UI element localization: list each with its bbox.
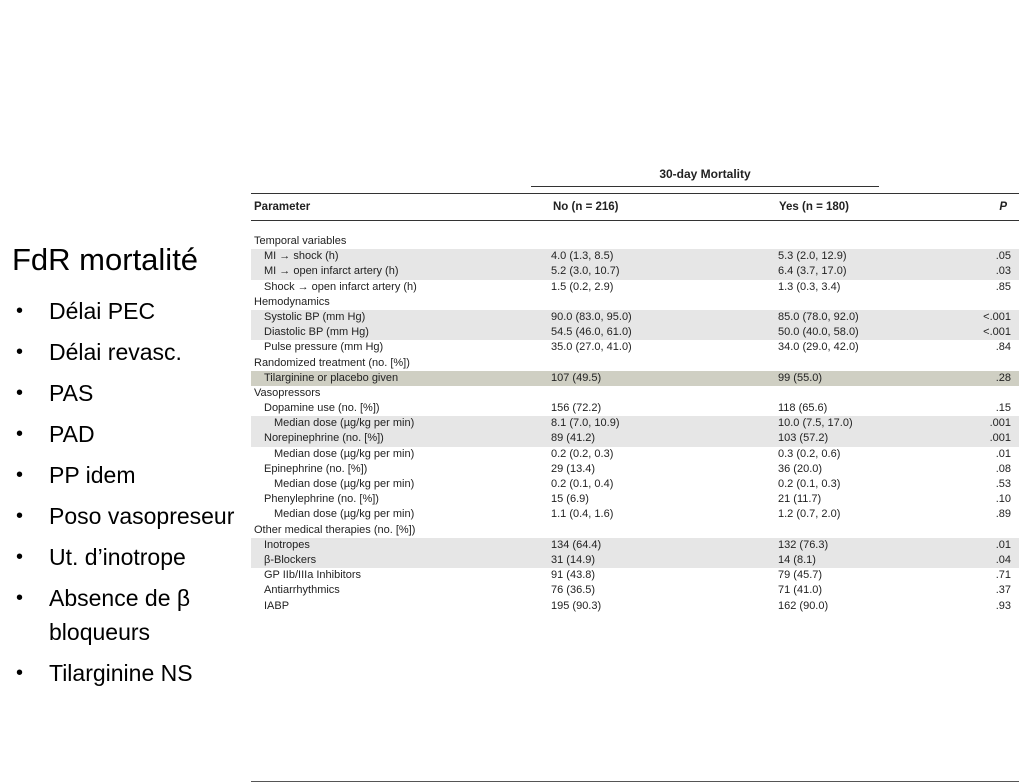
cell-no: 1.1 (0.4, 1.6) bbox=[551, 508, 614, 521]
cell-yes: 1.3 (0.3, 3.4) bbox=[778, 280, 841, 293]
bullet-dot-icon: • bbox=[16, 546, 24, 568]
cell-yes: 34.0 (29.0, 42.0) bbox=[778, 341, 859, 354]
bullet-dot-icon: • bbox=[16, 300, 24, 322]
cell-parameter: Norepinephrine (no. [%]) bbox=[264, 432, 384, 445]
table-row bbox=[251, 401, 1019, 416]
cell-p: .71 bbox=[995, 569, 1011, 582]
cell-no: 1.5 (0.2, 2.9) bbox=[551, 280, 614, 293]
table-row bbox=[251, 431, 1019, 446]
table-section-row bbox=[251, 386, 1019, 401]
cell-parameter: Systolic BP (mm Hg) bbox=[264, 310, 366, 323]
cell-yes: 118 (65.6) bbox=[778, 402, 828, 415]
cell-parameter: MI → shock (h) bbox=[264, 250, 339, 263]
table-row bbox=[251, 280, 1019, 295]
table-row bbox=[251, 538, 1019, 553]
bullet-dot-icon: • bbox=[16, 587, 24, 609]
cell-p: .04 bbox=[995, 553, 1011, 566]
cell-yes: 0.2 (0.1, 0.3) bbox=[778, 478, 841, 490]
cell-parameter: β-Blockers bbox=[264, 553, 317, 566]
table-row bbox=[251, 599, 1019, 614]
cell-parameter: Median dose (µg/kg per min) bbox=[274, 478, 415, 490]
cell-parameter: Shock → open infarct artery (h) bbox=[264, 280, 417, 293]
cell-parameter: Temporal variables bbox=[254, 235, 347, 247]
group-header: 30-day Mortality bbox=[659, 167, 751, 181]
table-section-row bbox=[251, 356, 1019, 371]
cell-yes: 79 (45.7) bbox=[778, 569, 823, 582]
bullet-text: Absence de β bloqueurs bbox=[49, 585, 191, 645]
bullet-text: Délai PEC bbox=[49, 298, 156, 324]
cell-parameter: Dopamine use (no. [%]) bbox=[264, 402, 380, 415]
cell-p: .001 bbox=[989, 417, 1011, 430]
cell-yes: 162 (90.0) bbox=[778, 599, 829, 612]
cell-no: 54.5 (46.0, 61.0) bbox=[551, 326, 632, 339]
cell-parameter: Other medical therapies (no. [%]) bbox=[254, 523, 416, 536]
cell-parameter: Median dose (µg/kg per min) bbox=[274, 417, 415, 430]
cell-p: .10 bbox=[995, 493, 1011, 506]
cell-yes: 50.0 (40.0, 58.0) bbox=[778, 326, 859, 339]
column-header-p: P bbox=[999, 201, 1007, 213]
bullet-item bbox=[12, 581, 244, 649]
table-row bbox=[251, 447, 1019, 462]
cell-yes: 132 (76.3) bbox=[778, 538, 829, 551]
slide-title: FdR mortalité bbox=[12, 242, 199, 277]
bullet-item bbox=[12, 656, 244, 690]
bullet-text: Ut. d’inotrope bbox=[49, 544, 186, 570]
cell-yes: 103 (57.2) bbox=[778, 432, 829, 445]
cell-no: 76 (36.5) bbox=[551, 584, 596, 597]
cell-p: .001 bbox=[989, 432, 1011, 445]
cell-no: 89 (41.2) bbox=[551, 432, 596, 445]
bullet-dot-icon: • bbox=[16, 505, 24, 527]
cell-no: 8.1 (7.0, 10.9) bbox=[551, 417, 620, 430]
cell-parameter: Diastolic BP (mm Hg) bbox=[264, 326, 369, 339]
cell-no: 35.0 (27.0, 41.0) bbox=[551, 341, 632, 354]
cell-parameter: Tilarginine or placebo given bbox=[264, 371, 399, 384]
table-row bbox=[251, 249, 1019, 264]
cell-no: 31 (14.9) bbox=[551, 553, 596, 566]
cell-yes: 71 (41.0) bbox=[778, 584, 823, 597]
table-row bbox=[251, 492, 1019, 507]
cell-p: .89 bbox=[995, 508, 1011, 521]
bullet-panel bbox=[12, 240, 244, 697]
bullet-item bbox=[12, 294, 244, 328]
cell-p: <.001 bbox=[983, 310, 1011, 323]
cell-p: .01 bbox=[995, 447, 1011, 460]
bullet-item bbox=[12, 540, 244, 574]
table-row bbox=[251, 477, 1019, 492]
cell-no: 4.0 (1.3, 8.5) bbox=[551, 250, 614, 263]
bullet-text: PAS bbox=[49, 380, 94, 406]
cell-p: .01 bbox=[995, 538, 1011, 551]
cell-parameter: GP IIb/IIIa Inhibitors bbox=[264, 569, 362, 582]
table-header-row bbox=[251, 199, 1019, 217]
cell-no: 156 (72.2) bbox=[551, 402, 602, 415]
cell-yes: 21 (11.7) bbox=[778, 493, 822, 506]
bullet-text: Poso vasopreseur bbox=[49, 503, 235, 529]
table-row bbox=[251, 462, 1019, 477]
cell-yes: 6.4 (3.7, 17.0) bbox=[778, 265, 847, 278]
bullet-dot-icon: • bbox=[16, 464, 24, 486]
cell-p: .53 bbox=[995, 478, 1011, 490]
cell-parameter: Epinephrine (no. [%]) bbox=[264, 462, 368, 475]
cell-p: .28 bbox=[995, 371, 1011, 384]
cell-p: .85 bbox=[995, 280, 1011, 293]
bullet-item bbox=[12, 417, 244, 451]
cell-no: 91 (43.8) bbox=[551, 569, 596, 582]
bullet-item bbox=[12, 376, 244, 410]
table-row bbox=[251, 507, 1019, 522]
bullet-dot-icon: • bbox=[16, 423, 24, 445]
cell-no: 134 (64.4) bbox=[551, 538, 602, 551]
cell-parameter: Randomized treatment (no. [%]) bbox=[254, 356, 410, 369]
cell-no: 15 (6.9) bbox=[551, 493, 589, 506]
table-row bbox=[251, 371, 1019, 386]
cell-yes: 10.0 (7.5, 17.0) bbox=[778, 417, 853, 430]
cell-parameter: Pulse pressure (mm Hg) bbox=[264, 341, 384, 354]
table-header-rule bbox=[251, 220, 1019, 221]
table-row bbox=[251, 583, 1019, 598]
cell-yes: 5.3 (2.0, 12.9) bbox=[778, 250, 847, 263]
table-row bbox=[251, 264, 1019, 279]
cell-p: .84 bbox=[995, 341, 1011, 354]
cell-parameter: Phenylephrine (no. [%]) bbox=[264, 493, 379, 506]
table-row bbox=[251, 568, 1019, 583]
cell-parameter: Median dose (µg/kg per min) bbox=[274, 447, 415, 460]
cell-p: .15 bbox=[995, 402, 1011, 415]
table-section-row bbox=[251, 295, 1019, 310]
cell-p: .37 bbox=[995, 584, 1011, 597]
cell-parameter: MI → open infarct artery (h) bbox=[264, 265, 399, 278]
cell-p: .93 bbox=[995, 599, 1011, 612]
cell-no: 29 (13.4) bbox=[551, 462, 596, 475]
bullet-list bbox=[12, 294, 244, 690]
cell-no: 0.2 (0.1, 0.4) bbox=[551, 478, 614, 490]
column-header-parameter: Parameter bbox=[254, 201, 311, 213]
group-header-rule bbox=[531, 186, 879, 187]
bullet-dot-icon: • bbox=[16, 341, 24, 363]
bullet-text: PP idem bbox=[49, 462, 136, 488]
cell-p: .05 bbox=[995, 250, 1011, 263]
cell-yes: 14 (8.1) bbox=[778, 553, 816, 566]
bullet-dot-icon: • bbox=[16, 662, 24, 684]
bullet-text: Délai revasc. bbox=[49, 339, 182, 365]
table-row bbox=[251, 310, 1019, 325]
table-top-rule bbox=[251, 193, 1019, 194]
bullet-dot-icon: • bbox=[16, 382, 24, 404]
table-section-row bbox=[251, 234, 1019, 249]
cell-no: 195 (90.3) bbox=[551, 599, 602, 612]
cell-yes: 0.3 (0.2, 0.6) bbox=[778, 447, 841, 460]
table-row bbox=[251, 553, 1019, 568]
cell-yes: 99 (55.0) bbox=[778, 371, 823, 384]
cell-parameter: Antiarrhythmics bbox=[264, 584, 340, 597]
cell-parameter: Median dose (µg/kg per min) bbox=[274, 508, 415, 521]
table-row bbox=[251, 325, 1019, 340]
cell-parameter: Hemodynamics bbox=[254, 295, 330, 308]
cell-parameter: Inotropes bbox=[264, 538, 310, 551]
cell-yes: 1.2 (0.7, 2.0) bbox=[778, 508, 841, 521]
cell-no: 0.2 (0.2, 0.3) bbox=[551, 447, 614, 460]
table-row bbox=[251, 340, 1019, 355]
cell-p: <.001 bbox=[983, 326, 1011, 339]
table-row bbox=[251, 416, 1019, 431]
cell-no: 107 (49.5) bbox=[551, 371, 602, 384]
bullet-text: PAD bbox=[49, 421, 95, 447]
cell-p: .08 bbox=[995, 462, 1011, 475]
table-body bbox=[251, 234, 1019, 614]
bullet-item bbox=[12, 335, 244, 369]
cell-parameter: Vasopressors bbox=[254, 386, 321, 399]
table-section-row bbox=[251, 523, 1019, 538]
cell-no: 5.2 (3.0, 10.7) bbox=[551, 265, 620, 278]
cell-no: 90.0 (83.0, 95.0) bbox=[551, 310, 632, 323]
bullet-text: Tilarginine NS bbox=[49, 660, 193, 686]
bullet-item bbox=[12, 458, 244, 492]
cell-parameter: IABP bbox=[264, 599, 290, 612]
cell-p: .03 bbox=[995, 265, 1011, 278]
column-header-yes: Yes (n = 180) bbox=[779, 201, 849, 213]
cell-yes: 36 (20.0) bbox=[778, 462, 823, 475]
column-header-no: No (n = 216) bbox=[553, 201, 619, 213]
bullet-item bbox=[12, 499, 244, 533]
cell-yes: 85.0 (78.0, 92.0) bbox=[778, 310, 859, 323]
